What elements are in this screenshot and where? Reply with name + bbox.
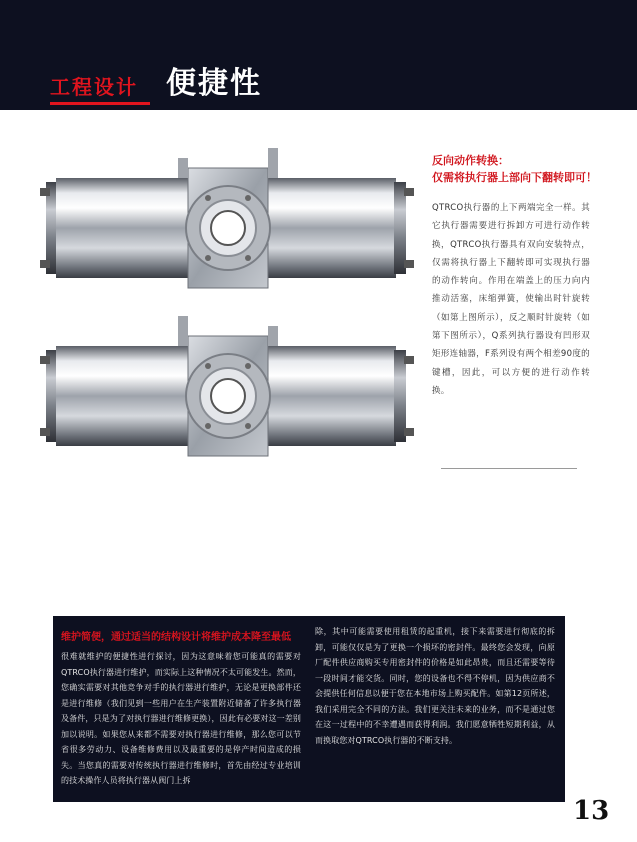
divider-line (441, 468, 577, 469)
reverse-action-heading-line1: 反向动作转换： (432, 154, 509, 167)
maintenance-column-1: 很难就维护的便捷性进行探讨，因为这意味着您可能真的需要对QTRCO执行器进行维护，而实际上这种情况不太可能发生。然而，您确实需要对其他竞争对手的执行器进行维护，无论是更换部件还是进行维修（我们见到一些用户在生产装置附近储备了许多执行器及备件，只是为了对执行器进行维修更换），因此有必要对这一差别加以说明。如果您从来都不需要对执行器进行维修，那么您可以节省很多劳动力、设备维修费用以及最重要的是停产时间造成的损失。当您真的需要对传统执行器进行维修时，首先由经过专业培训的技术操作人员将执行器从阀门上拆 (61, 652, 301, 785)
actuator-image-bottom (38, 316, 418, 476)
page-number: 13 (573, 796, 610, 826)
title-underline (50, 102, 150, 105)
reverse-action-heading (432, 152, 602, 186)
page-header (0, 0, 637, 110)
reverse-action-heading-line2: 仅需将执行器上部向下翻转即可！ (432, 171, 597, 184)
maintenance-column-2: 除，其中可能需要使用租赁的起重机，接下来需要进行彻底的拆卸，可能仅仅是为了更换一个损坏的密封件。最终您会发现，向原厂配件供应商购买专用密封件的价格是如此昂贵，而且还需要等待一段时间才能交货。同时，您的设备也不得不停机，因为供应商不会提供任何信息以便于您在本地市场上购买配件。如第12页所述，我们采用完全不同的方法。我们更关注未来的业务，而不是通过您在这一过程中的不幸遭遇而获得利润。我们愿意牺牲短期利益，从而换取您对QTRCO执行器的不断支持。 (315, 627, 555, 745)
maintenance-heading: 维护简便，通过适当的结构设计将维护成本降至最低 (61, 632, 291, 643)
reverse-action-body: QTRCO执行器的上下两端完全一样。其它执行器需要进行拆卸方可进行动作转换，QTRCO执行器具有双向安装特点，仅需将执行器上下翻转即可实现执行器的动作转向。作用在端盖上的压力向内推动活塞，床缩弹簧，使输出时针旋转（如第上图所示），反之顺时针旋转（如第下图所示），Q系列执行器设有凹形双矩形连轴器，F系列设有两个相差90度的键槽，因此，可以方便的进行动作转换。 (432, 203, 590, 396)
actuator-image-top (38, 148, 418, 308)
maintenance-panel (53, 616, 565, 802)
section-label: 工程设计 (50, 75, 138, 99)
page-title: 便捷性 (166, 66, 262, 101)
